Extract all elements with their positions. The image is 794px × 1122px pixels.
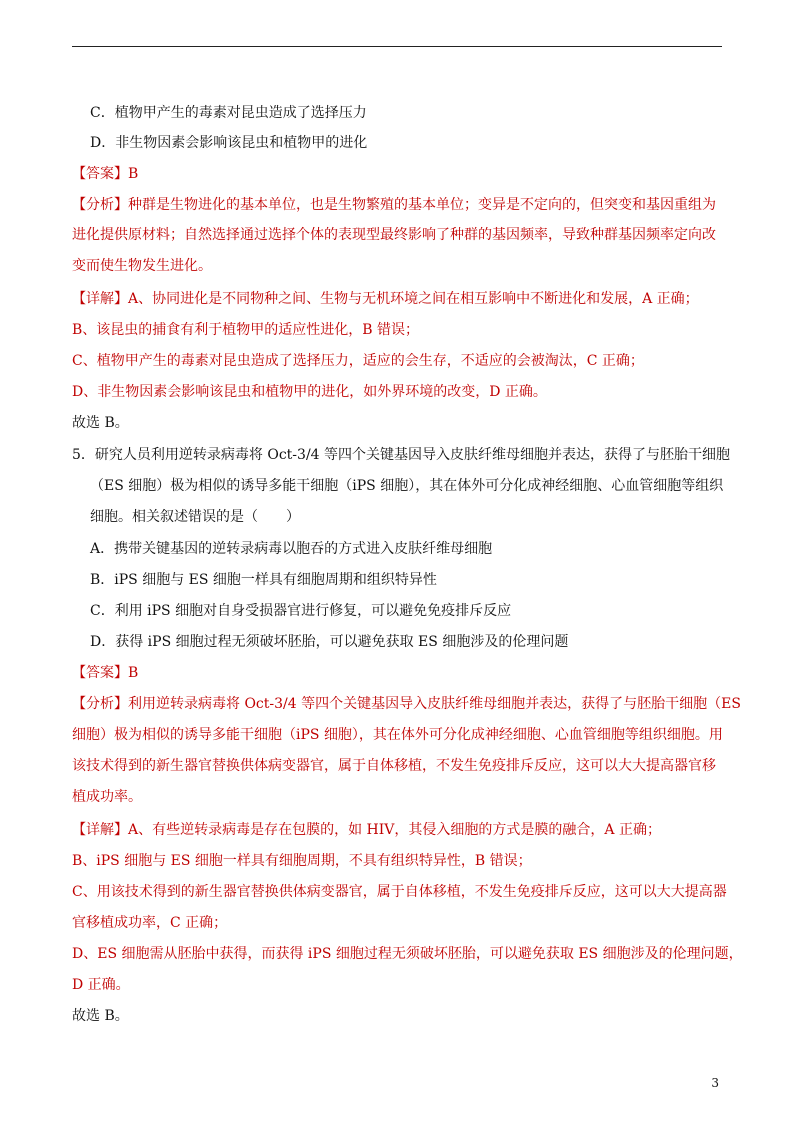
q4-conclusion: 故选 B。 (72, 415, 129, 431)
q5-analysis-line: 植成功率。 (72, 789, 142, 805)
q5-option-b: B．iPS 细胞与 ES 细胞一样具有细胞周期和组织特异性 (90, 572, 437, 588)
q5-conclusion: 故选 B。 (72, 1008, 129, 1024)
q5-detail-line: B、iPS 细胞与 ES 细胞一样具有细胞周期，不具有组织特异性，B 错误； (72, 853, 532, 869)
q4-option-c: C．植物甲产生的毒素对昆虫造成了选择压力 (90, 105, 367, 121)
header-rule (72, 46, 722, 47)
q5-stem-line: 细胞。相关叙述错误的是（ ） (90, 509, 300, 525)
q4-analysis-line: 进化提供原材料；自然选择通过选择个体的表现型最终影响了种群的基因频率，导致种群基因频率定向改 (72, 227, 716, 243)
q5-detail-line: D 正确。 (72, 977, 130, 993)
q4-analysis-line: 变而使生物发生进化。 (72, 258, 212, 274)
q5-analysis-line: 【分析】利用逆转录病毒将 Oct-3/4 等四个关键基因导入皮肤纤维母细胞并表达，获得了与胚胎干细胞（ES (72, 696, 741, 712)
q5-stem-line: （ES 细胞）极为相似的诱导多能干细胞（iPS 细胞），其在体外可分化成神经细胞、心血管细胞等组织 (90, 478, 724, 494)
q5-analysis-line: 细胞）极为相似的诱导多能干细胞（iPS 细胞），其在体外可分化成神经细胞、心血管细胞等组织细胞。用 (72, 727, 723, 743)
page-number: 3 (711, 1076, 719, 1090)
q5-detail-line: C、用该技术得到的新生器官替换供体病变器官，属于自体移植，不发生免疫排斥反应，这可以大大提高器 (72, 884, 727, 900)
q5-answer: 【答案】B (72, 665, 139, 681)
q5-detail-line: 官移植成功率，C 正确； (72, 915, 228, 931)
q4-detail-line: C、植物甲产生的毒素对昆虫造成了选择压力，适应的会生存，不适应的会被淘汰，C 正确； (72, 353, 644, 369)
q5-option-a: A．携带关键基因的逆转录病毒以胞吞的方式进入皮肤纤维母细胞 (90, 541, 493, 557)
q5-option-c: C．利用 iPS 细胞对自身受损器官进行修复，可以避免免疫排斥反应 (90, 603, 512, 619)
q5-analysis-line: 该技术得到的新生器官替换供体病变器官，属于自体移植，不发生免疫排斥反应，这可以大大提高器官移 (72, 758, 716, 774)
q5-detail-line: 【详解】A、有些逆转录病毒是存在包膜的，如 HIV，其侵入细胞的方式是膜的融合，A 正确； (72, 822, 661, 838)
q4-option-d: D．非生物因素会影响该昆虫和植物甲的进化 (90, 135, 368, 151)
q4-detail-line: B、该昆虫的捕食有利于植物甲的适应性进化，B 错误； (72, 322, 420, 338)
q5-stem-line: 5．研究人员利用逆转录病毒将 Oct-3/4 等四个关键基因导入皮肤纤维母细胞并表达，获得了与胚胎干细胞 (72, 447, 731, 463)
q4-detail-line: 【详解】A、协同进化是不同物种之间、生物与无机环境之间在相互影响中不断进化和发展，A 正确； (72, 291, 699, 307)
q4-answer: 【答案】B (72, 166, 139, 182)
q5-detail-line: D、ES 细胞需从胚胎中获得，而获得 iPS 细胞过程无须破坏胚胎，可以避免获取 ES 细胞涉及的伦理问题， (72, 946, 743, 962)
q4-detail-line: D、非生物因素会影响该昆虫和植物甲的进化，如外界环境的改变，D 正确。 (72, 384, 547, 400)
q4-analysis-line: 【分析】种群是生物进化的基本单位，也是生物繁殖的基本单位；变异是不定向的，但突变和基因重组为 (72, 197, 716, 213)
q5-option-d: D．获得 iPS 细胞过程无须破坏胚胎，可以避免获取 ES 细胞涉及的伦理问题 (90, 634, 569, 650)
